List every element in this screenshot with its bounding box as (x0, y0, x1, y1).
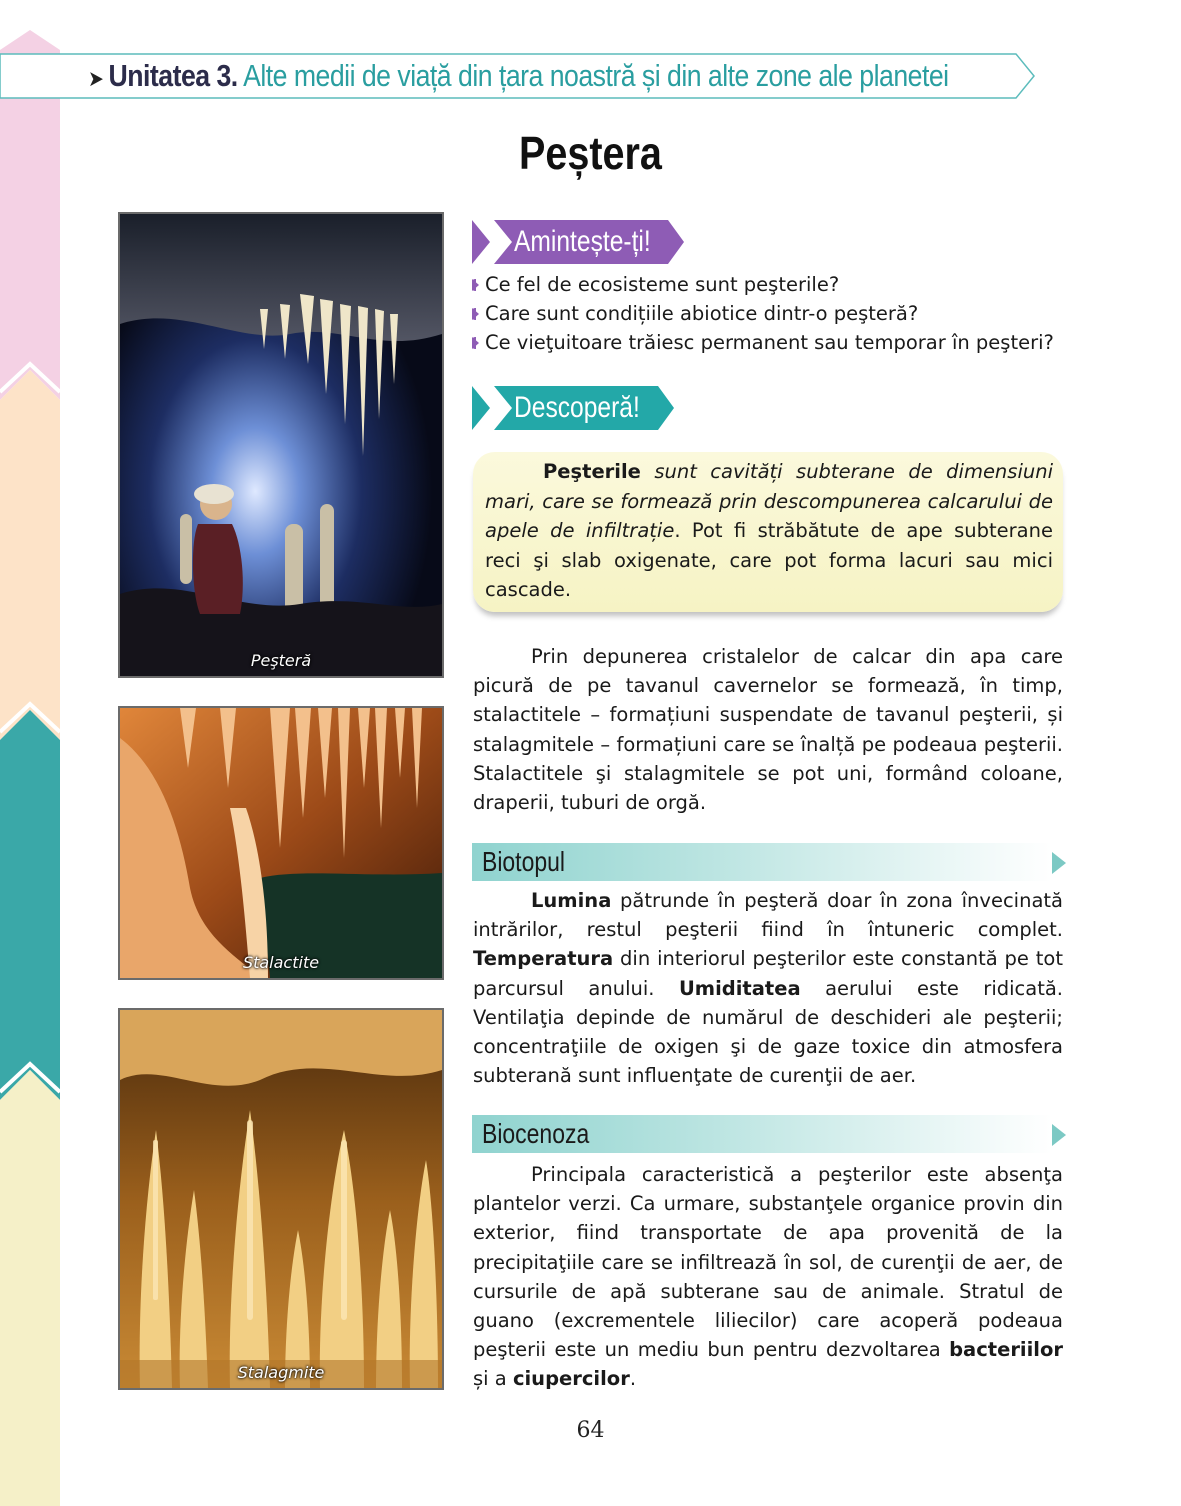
cave-photo (118, 212, 444, 678)
unit-number: Unitatea 3. (108, 58, 238, 93)
biotop-heading-bar (472, 843, 1066, 881)
question-item: Ce vieţuitoare trăiesc permanent sau temporar în peşteri? (472, 328, 1072, 357)
stalagmites-caption: Stalagmite (237, 1363, 325, 1382)
question-item: Care sunt condițiile abiotice dintr-o peşteră? (472, 299, 1072, 328)
arrow-right-icon (1052, 852, 1066, 874)
header-arrow-icon: ➤ (88, 66, 104, 91)
bullet-icon (472, 337, 479, 349)
formation-paragraph: Prin depunerea cristalelor de calcar din apa care picură de pe tavanul cavernelor se formează, în timp, stalactitele – formațiuni suspendate de tavanul peşterii, și stalagmitele – formațiuni care se înalță pe podeaua peşterii. Stalactitele şi stalagmitele se pot uni, formând coloane, draperii, tuburi de orgă. (473, 645, 1063, 815)
remember-ribbon (472, 220, 684, 264)
biocenoza-heading-bar (472, 1115, 1066, 1153)
biotop-heading: Biotopul (482, 846, 565, 877)
unit-header (0, 52, 1040, 100)
stalactites-caption: Stalactite (242, 953, 320, 972)
biocenoza-paragraph: Principala caracteristică a peşterilor este absenţa plantelor verzi. Ca urmare, substanţele organice provin din exterior, fiind transportate de apa provenită de la precipitaţiile care se infiltrează în sol, de curenţii de aer, de cursurile de apă subterane sau de animale. Stratul de guano (excrementele liliecilor) care acoperă podeaua peşterii este un mediu bun pentru dezvoltarea bacteriilor și a ciupercilor. (473, 1163, 1063, 1391)
definition-text: Peşterile sunt cavități subterane de dimensiuni mari, care se formează prin descompunerea calcarului de apele de infiltrație. Pot fi străbătute de ape subterane reci şi slab oxigenate, care pot forma lacuri sau mici cascade. (485, 460, 1054, 601)
question-item: Ce fel de ecosisteme sunt peşterile? (472, 270, 1072, 299)
discover-label: Descoperă! (514, 391, 640, 424)
arrow-right-icon (1052, 1124, 1066, 1146)
discover-ribbon (472, 386, 674, 430)
page-number: 64 (576, 1418, 605, 1443)
unit-subtitle: Alte medii de viață din țara noastră și din alte zone ale planetei (243, 58, 949, 93)
remember-questions (472, 270, 1072, 357)
stalactites-photo (118, 706, 444, 980)
bullet-icon (472, 308, 479, 320)
biotop-paragraph: Lumina pătrunde în peşteră doar în zona învecinată intrărilor, restul peşterii fiind în întuneric complet. Temperatura din interiorul peşterilor este constantă pe tot parcursul anului. Umiditatea aerului este ridicată. Ventilaţia depinde de numărul de deschideri ale peşterii; concentraţiile de oxigen şi de gaze toxice din atmosfera subterană sunt influenţate de curenţii de aer. (473, 889, 1064, 1088)
left-decorative-strip (0, 0, 60, 1506)
cave-caption: Peşteră (250, 651, 312, 670)
remember-label: Amintește-ți! (514, 225, 651, 258)
bullet-icon (472, 279, 479, 291)
stalagmites-photo (118, 1008, 444, 1390)
biocenoza-heading: Biocenoza (482, 1118, 590, 1149)
page-title: Peștera (518, 127, 662, 179)
